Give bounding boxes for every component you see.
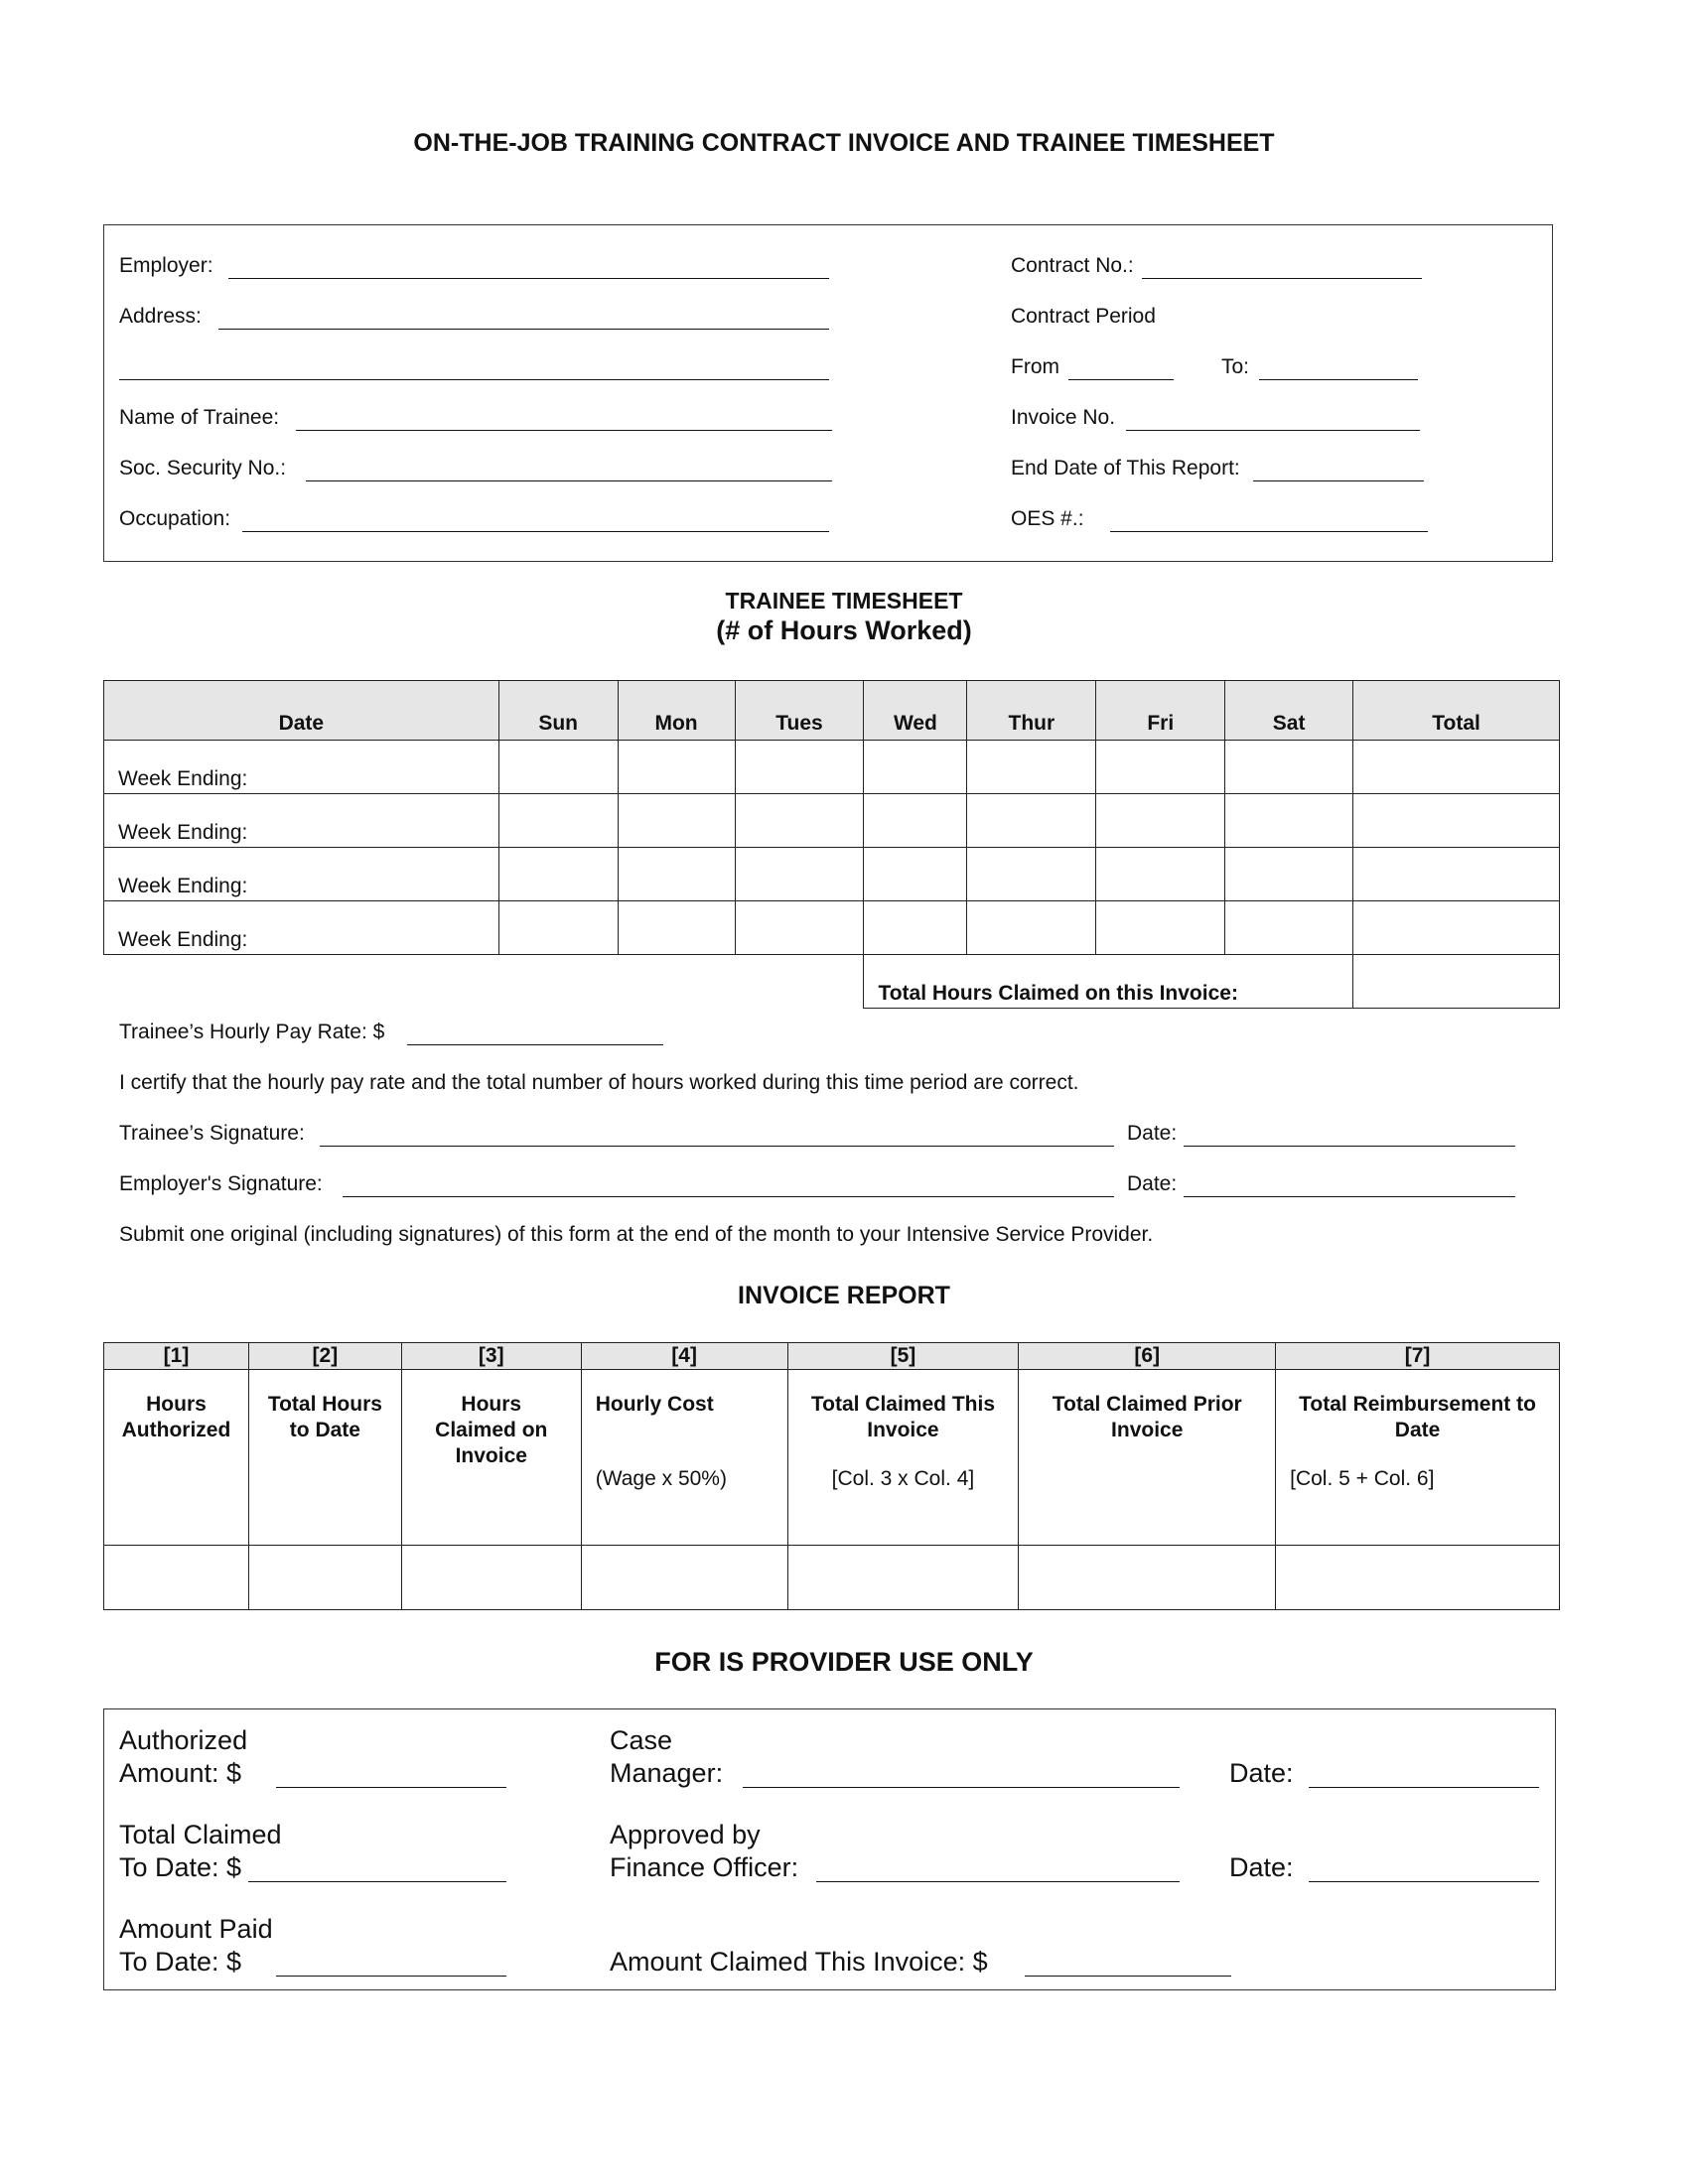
to-field[interactable] [1259,379,1418,380]
invoice-number-row [104,1343,1560,1370]
contract-period-label: Contract Period [1011,305,1156,328]
case-manager-date-label: Date: [1229,1758,1294,1788]
invoice-entry-cell[interactable] [104,1546,249,1610]
col-total: Total [1353,681,1560,741]
address-field[interactable] [218,329,829,330]
authorized-label-2: Amount: $ [119,1758,242,1788]
header-formula: [Col. 3 x Col. 4] [831,1467,975,1490]
col-total-claimed-prior [1019,1370,1276,1546]
total-cell[interactable] [1353,741,1560,794]
col-num-5: [5] [787,1343,1019,1370]
hours-cell[interactable] [618,901,735,955]
provider-title: FOR IS PROVIDER USE ONLY [654,1647,1034,1677]
pay-rate-label: Trainee’s Hourly Pay Rate: $ [119,1021,385,1043]
header-line: Total Reimbursement to [1299,1393,1536,1416]
hours-cell[interactable] [967,794,1096,848]
pay-rate-field[interactable] [407,1044,663,1045]
col-num-3: [3] [401,1343,581,1370]
invoice-entry-cell[interactable] [787,1546,1019,1610]
hours-cell[interactable] [864,901,967,955]
address-label: Address: [119,305,202,328]
col-num-6: [6] [1019,1343,1276,1370]
hours-cell[interactable] [967,848,1096,901]
trainee-date-label: Date: [1127,1122,1178,1145]
hours-cell[interactable] [1225,794,1353,848]
invoice-entry-cell[interactable] [1019,1546,1276,1610]
hours-cell[interactable] [1096,794,1225,848]
table-row [104,741,1560,794]
name-of-trainee-label: Name of Trainee: [119,406,280,429]
col-hours-authorized [104,1370,249,1546]
header-line: Invoice [1111,1419,1184,1441]
to-label: To: [1221,355,1250,378]
table-row [104,901,1560,955]
header-line: Authorized [121,1419,231,1441]
trainee-signature-field[interactable] [320,1146,1114,1147]
hours-cell[interactable] [735,794,864,848]
header-line: Claimed on [435,1419,548,1441]
total-hours-cell[interactable] [1353,955,1560,1009]
hours-cell[interactable] [498,848,618,901]
finance-officer-field[interactable] [816,1881,1180,1882]
hours-cell[interactable] [1225,741,1353,794]
col-hourly-cost [581,1370,787,1546]
authorized-label-1: Authorized [119,1725,248,1755]
from-field[interactable] [1068,379,1174,380]
col-thur: Thur [967,681,1096,741]
approved-label-1: Approved by [610,1820,761,1849]
timesheet-subtitle: (# of Hours Worked) [716,615,972,645]
table-row [104,794,1560,848]
occupation-label: Occupation: [119,507,231,530]
col-total-claimed-this-invoice [787,1370,1019,1546]
total-cell[interactable] [1353,848,1560,901]
total-cell[interactable] [1353,794,1560,848]
week-ending-label: Week Ending: [104,901,499,955]
invoice-no-label: Invoice No. [1011,406,1116,429]
soc-security-field[interactable] [306,480,832,481]
case-manager-label-2: Manager: [610,1758,724,1788]
end-date-label: End Date of This Report: [1011,457,1240,479]
total-hours-row [104,955,1560,1009]
invoice-entry-cell[interactable] [581,1546,787,1610]
table-row [104,848,1560,901]
total-claimed-label-1: Total Claimed [119,1820,282,1849]
invoice-entry-cell[interactable] [1276,1546,1560,1610]
name-of-trainee-field[interactable] [296,430,832,431]
contract-no-label: Contract No.: [1011,254,1134,277]
invoice-header-row [104,1370,1560,1546]
hours-cell[interactable] [1225,901,1353,955]
invoice-table [103,1342,1560,1610]
col-sun: Sun [498,681,618,741]
total-claimed-label-2: To Date: $ [119,1852,242,1882]
total-hours-label: Total Hours Claimed on this Invoice: [864,955,1353,1009]
hours-cell[interactable] [618,848,735,901]
case-manager-field[interactable] [743,1787,1180,1788]
total-claimed-field[interactable] [248,1881,506,1882]
finance-date-label: Date: [1229,1852,1294,1882]
total-cell[interactable] [1353,901,1560,955]
employer-signature-label: Employer's Signature: [119,1172,323,1195]
header-line: Hours [146,1393,207,1416]
spacer-cell [104,955,864,1009]
address-field-line-2[interactable] [119,379,829,380]
approved-label-2: Finance Officer: [610,1852,799,1882]
header-line: Date [1394,1419,1441,1441]
hours-cell[interactable] [498,901,618,955]
hours-cell[interactable] [735,848,864,901]
certify-statement: I certify that the hourly pay rate and the total number of hours worked during this time period are correct. [119,1071,1079,1094]
header-line: Invoice [867,1419,939,1441]
hours-cell[interactable] [1096,741,1225,794]
hours-cell[interactable] [864,794,967,848]
col-num-7: [7] [1276,1343,1560,1370]
timesheet-header-row [104,681,1560,741]
employer-field[interactable] [228,278,829,279]
header-line: Hourly Cost [595,1393,714,1416]
header-line: Total Claimed This [810,1393,995,1416]
week-ending-label: Week Ending: [104,794,499,848]
hours-cell[interactable] [967,741,1096,794]
oes-label: OES #.: [1011,507,1084,530]
oes-field[interactable] [1110,531,1428,532]
col-total-hours-to-date [248,1370,401,1546]
employer-date-field[interactable] [1184,1196,1515,1197]
header-formula: [Col. 5 + Col. 6] [1290,1467,1435,1490]
case-manager-label-1: Case [610,1725,673,1755]
page-title: ON-THE-JOB TRAINING CONTRACT INVOICE AND TRAINEE TIMESHEET [413,129,1275,157]
hours-cell[interactable] [864,741,967,794]
end-date-field[interactable] [1253,480,1424,481]
hours-cell[interactable] [618,741,735,794]
amount-paid-label-2: To Date: $ [119,1947,242,1977]
trainee-date-field[interactable] [1184,1146,1515,1147]
hours-cell[interactable] [1225,848,1353,901]
invoice-entry-cell[interactable] [401,1546,581,1610]
amount-paid-field[interactable] [276,1976,506,1977]
timesheet-title: TRAINEE TIMESHEET [725,588,963,614]
hours-cell[interactable] [864,848,967,901]
col-mon: Mon [618,681,735,741]
col-total-reimbursement [1276,1370,1560,1546]
finance-date-field[interactable] [1309,1881,1539,1882]
col-num-1: [1] [104,1343,249,1370]
col-sat: Sat [1225,681,1353,741]
contract-info-box [103,224,1553,562]
hours-cell[interactable] [498,794,618,848]
hours-cell[interactable] [498,741,618,794]
week-ending-label: Week Ending: [104,741,499,794]
header-line: Hours [461,1393,522,1416]
header-line: to Date [289,1419,360,1441]
submit-instructions: Submit one original (including signatures) of this form at the end of the month to your Intensive Service Provider. [119,1223,1154,1246]
header-line: Invoice [455,1444,527,1467]
invoice-entry-cell[interactable] [248,1546,401,1610]
amount-paid-label-1: Amount Paid [119,1914,273,1944]
col-fri: Fri [1096,681,1225,741]
case-manager-date-field[interactable] [1309,1787,1539,1788]
trainee-signature-label: Trainee’s Signature: [119,1122,305,1145]
col-wed: Wed [864,681,967,741]
hours-cell[interactable] [1096,848,1225,901]
employer-signature-field[interactable] [343,1196,1114,1197]
from-label: From [1011,355,1059,378]
hours-cell[interactable] [735,741,864,794]
invoice-no-field[interactable] [1126,430,1420,431]
header-formula: (Wage x 50%) [595,1467,727,1490]
amount-claimed-label: Amount Claimed This Invoice: $ [610,1947,988,1977]
hours-cell[interactable] [618,794,735,848]
soc-security-label: Soc. Security No.: [119,457,287,479]
col-hours-claimed [401,1370,581,1546]
invoice-entry-row [104,1546,1560,1610]
contract-no-field[interactable] [1142,278,1422,279]
timesheet-table [103,680,1560,1009]
hours-cell[interactable] [1096,901,1225,955]
header-line: Total Claimed Prior [1052,1393,1242,1416]
employer-label: Employer: [119,254,213,277]
occupation-field[interactable] [242,531,829,532]
authorized-amount-field[interactable] [276,1787,506,1788]
col-num-2: [2] [248,1343,401,1370]
col-num-4: [4] [581,1343,787,1370]
hours-cell[interactable] [967,901,1096,955]
amount-claimed-field[interactable] [1025,1976,1231,1977]
hours-cell[interactable] [735,901,864,955]
week-ending-label: Week Ending: [104,848,499,901]
col-tues: Tues [735,681,864,741]
col-date: Date [104,681,499,741]
invoice-title: INVOICE REPORT [738,1282,950,1309]
employer-date-label: Date: [1127,1172,1178,1195]
header-line: Total Hours [267,1393,382,1416]
